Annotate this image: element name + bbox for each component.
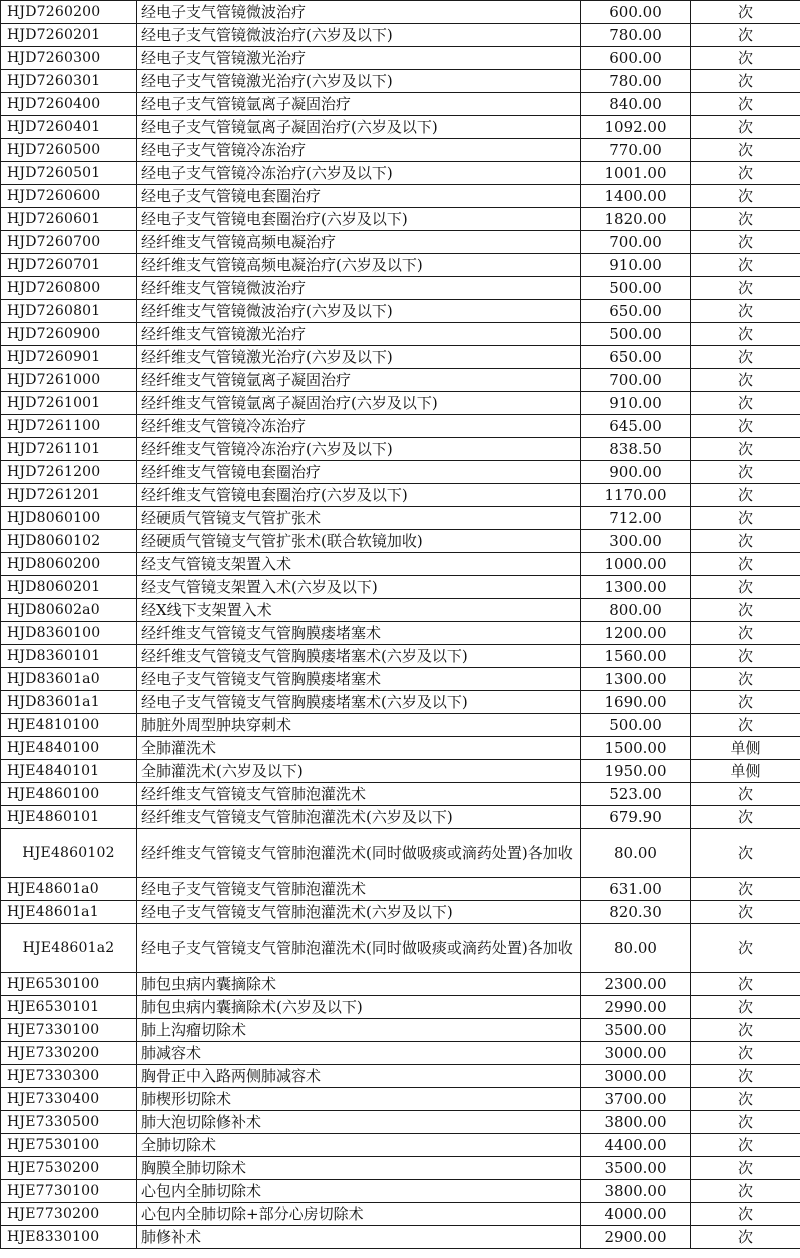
price-cell: 3000.00 — [581, 1042, 691, 1065]
item-code-cell: HJD8360100 — [1, 622, 137, 645]
unit-cell: 次 — [691, 1134, 800, 1157]
table-row — [1, 1019, 800, 1042]
table-row — [1, 300, 800, 323]
unit-cell: 次 — [691, 438, 800, 461]
table-row — [1, 806, 800, 829]
item-code-cell: HJE7730200 — [1, 1203, 137, 1226]
unit-cell: 次 — [691, 369, 800, 392]
table-row — [1, 369, 800, 392]
price-cell: 300.00 — [581, 530, 691, 553]
unit-cell: 次 — [691, 1019, 800, 1042]
price-cell: 3700.00 — [581, 1088, 691, 1111]
table-row — [1, 622, 800, 645]
table-row — [1, 783, 800, 806]
unit-cell: 次 — [691, 878, 800, 901]
price-cell: 838.50 — [581, 438, 691, 461]
table-row — [1, 924, 800, 973]
price-cell: 650.00 — [581, 346, 691, 369]
unit-cell: 次 — [691, 1111, 800, 1134]
table-row — [1, 645, 800, 668]
table-row — [1, 530, 800, 553]
price-cell: 500.00 — [581, 714, 691, 737]
price-cell: 1170.00 — [581, 484, 691, 507]
item-code-cell: HJD7261001 — [1, 392, 137, 415]
item-code-cell: HJD7260501 — [1, 162, 137, 185]
table-row — [1, 231, 800, 254]
item-name-cell: 肺上沟瘤切除术 — [137, 1019, 581, 1042]
item-code-cell: HJD7260600 — [1, 185, 137, 208]
price-cell: 523.00 — [581, 783, 691, 806]
unit-cell: 次 — [691, 346, 800, 369]
price-cell: 1200.00 — [581, 622, 691, 645]
item-code-cell: HJD7260301 — [1, 70, 137, 93]
table-row — [1, 973, 800, 996]
table-row — [1, 254, 800, 277]
item-code-cell: HJE48601a2 — [1, 924, 137, 973]
item-code-cell: HJD8060201 — [1, 576, 137, 599]
unit-cell: 次 — [691, 323, 800, 346]
item-code-cell: HJD7260901 — [1, 346, 137, 369]
item-code-cell: HJE4860101 — [1, 806, 137, 829]
item-code-cell: HJD83601a1 — [1, 691, 137, 714]
unit-cell: 次 — [691, 576, 800, 599]
unit-cell: 次 — [691, 208, 800, 231]
item-name-cell: 经纤维支气管镜支气管胸膜瘘堵塞术 — [137, 622, 581, 645]
unit-cell: 次 — [691, 116, 800, 139]
item-code-cell: HJE48601a0 — [1, 878, 137, 901]
item-code-cell: HJD8060100 — [1, 507, 137, 530]
price-cell: 1000.00 — [581, 553, 691, 576]
price-cell: 600.00 — [581, 47, 691, 70]
item-name-cell: 经电子支气管镜微波治疗(六岁及以下) — [137, 24, 581, 47]
unit-cell: 次 — [691, 277, 800, 300]
item-name-cell: 全肺灌洗术(六岁及以下) — [137, 760, 581, 783]
item-code-cell: HJD7260201 — [1, 24, 137, 47]
item-name-cell: 经电子支气管镜支气管肺泡灌洗术(同时做吸痰或滴药处置)各加收 — [137, 924, 581, 973]
unit-cell: 次 — [691, 1180, 800, 1203]
item-code-cell: HJE4840101 — [1, 760, 137, 783]
price-cell: 800.00 — [581, 599, 691, 622]
unit-cell: 次 — [691, 1065, 800, 1088]
price-cell: 4000.00 — [581, 1203, 691, 1226]
unit-cell: 次 — [691, 668, 800, 691]
item-code-cell: HJD7260400 — [1, 93, 137, 116]
table-row — [1, 1065, 800, 1088]
table-row — [1, 415, 800, 438]
price-cell: 3800.00 — [581, 1180, 691, 1203]
item-name-cell: 经电子支气管镜冷冻治疗(六岁及以下) — [137, 162, 581, 185]
table-row — [1, 461, 800, 484]
item-name-cell: 经纤维支气管镜电套圈治疗(六岁及以下) — [137, 484, 581, 507]
price-cell: 679.90 — [581, 806, 691, 829]
table-row — [1, 829, 800, 878]
price-cell: 700.00 — [581, 369, 691, 392]
table-row — [1, 1203, 800, 1226]
unit-cell: 单侧 — [691, 760, 800, 783]
item-name-cell: 经纤维支气管镜氩离子凝固治疗(六岁及以下) — [137, 392, 581, 415]
item-name-cell: 肺楔形切除术 — [137, 1088, 581, 1111]
unit-cell: 次 — [691, 783, 800, 806]
table-row — [1, 162, 800, 185]
item-name-cell: 经纤维支气管镜激光治疗(六岁及以下) — [137, 346, 581, 369]
item-name-cell: 经纤维支气管镜支气管胸膜瘘堵塞术(六岁及以下) — [137, 645, 581, 668]
unit-cell: 次 — [691, 714, 800, 737]
item-name-cell: 肺减容术 — [137, 1042, 581, 1065]
item-code-cell: HJE7330200 — [1, 1042, 137, 1065]
item-name-cell: 经支气管镜支架置入术(六岁及以下) — [137, 576, 581, 599]
table-row — [1, 139, 800, 162]
unit-cell: 次 — [691, 1226, 800, 1249]
price-cell: 2300.00 — [581, 973, 691, 996]
price-cell: 780.00 — [581, 24, 691, 47]
unit-cell: 次 — [691, 1088, 800, 1111]
unit-cell: 次 — [691, 507, 800, 530]
item-code-cell: HJD7260500 — [1, 139, 137, 162]
item-code-cell: HJD7260800 — [1, 277, 137, 300]
table-row — [1, 277, 800, 300]
price-cell: 712.00 — [581, 507, 691, 530]
price-cell: 1300.00 — [581, 668, 691, 691]
unit-cell: 次 — [691, 599, 800, 622]
unit-cell: 次 — [691, 622, 800, 645]
price-cell: 770.00 — [581, 139, 691, 162]
item-code-cell: HJD8060200 — [1, 553, 137, 576]
price-cell: 1400.00 — [581, 185, 691, 208]
price-cell: 2990.00 — [581, 996, 691, 1019]
item-name-cell: 经电子支气管镜支气管肺泡灌洗术 — [137, 878, 581, 901]
unit-cell: 次 — [691, 691, 800, 714]
table-row — [1, 901, 800, 924]
item-code-cell: HJE7330300 — [1, 1065, 137, 1088]
price-cell: 500.00 — [581, 323, 691, 346]
table-row — [1, 576, 800, 599]
item-code-cell: HJD7261200 — [1, 461, 137, 484]
table-row — [1, 323, 800, 346]
table-row — [1, 737, 800, 760]
unit-cell: 次 — [691, 162, 800, 185]
table-row — [1, 484, 800, 507]
unit-cell: 次 — [691, 392, 800, 415]
table-row — [1, 1157, 800, 1180]
item-code-cell: HJE7530200 — [1, 1157, 137, 1180]
item-name-cell: 全肺切除术 — [137, 1134, 581, 1157]
table-row — [1, 346, 800, 369]
table-row — [1, 1180, 800, 1203]
item-code-cell: HJE8330100 — [1, 1226, 137, 1249]
table-row — [1, 1042, 800, 1065]
item-name-cell: 经纤维支气管镜氩离子凝固治疗 — [137, 369, 581, 392]
item-name-cell: 经支气管镜支架置入术 — [137, 553, 581, 576]
item-name-cell: 经纤维支气管镜支气管肺泡灌洗术 — [137, 783, 581, 806]
item-name-cell: 肺包虫病内囊摘除术 — [137, 973, 581, 996]
table-row — [1, 1088, 800, 1111]
unit-cell: 次 — [691, 254, 800, 277]
item-name-cell: 肺包虫病内囊摘除术(六岁及以下) — [137, 996, 581, 1019]
table-row — [1, 438, 800, 461]
price-cell: 1092.00 — [581, 116, 691, 139]
item-code-cell: HJD7260300 — [1, 47, 137, 70]
price-cell: 700.00 — [581, 231, 691, 254]
unit-cell: 次 — [691, 139, 800, 162]
unit-cell: 次 — [691, 996, 800, 1019]
table-row — [1, 691, 800, 714]
price-cell: 3000.00 — [581, 1065, 691, 1088]
item-name-cell: 经纤维支气管镜支气管肺泡灌洗术(同时做吸痰或滴药处置)各加收 — [137, 829, 581, 878]
table-row — [1, 507, 800, 530]
table-row — [1, 996, 800, 1019]
table-row — [1, 70, 800, 93]
item-code-cell: HJE4840100 — [1, 737, 137, 760]
table-row — [1, 599, 800, 622]
item-name-cell: 经纤维支气管镜高频电凝治疗(六岁及以下) — [137, 254, 581, 277]
price-cell: 80.00 — [581, 829, 691, 878]
item-code-cell: HJD7260701 — [1, 254, 137, 277]
item-name-cell: 经电子支气管镜氩离子凝固治疗(六岁及以下) — [137, 116, 581, 139]
unit-cell: 次 — [691, 93, 800, 116]
item-name-cell: 胸膜全肺切除术 — [137, 1157, 581, 1180]
price-table-body — [1, 1, 800, 1249]
item-code-cell: HJE4860102 — [1, 829, 137, 878]
item-name-cell: 肺大泡切除修补术 — [137, 1111, 581, 1134]
price-cell: 780.00 — [581, 70, 691, 93]
price-cell: 1500.00 — [581, 737, 691, 760]
table-row — [1, 185, 800, 208]
item-code-cell: HJE7330100 — [1, 1019, 137, 1042]
item-code-cell: HJD83601a0 — [1, 668, 137, 691]
price-cell: 600.00 — [581, 1, 691, 24]
item-name-cell: 经电子支气管镜支气管胸膜瘘堵塞术(六岁及以下) — [137, 691, 581, 714]
unit-cell: 次 — [691, 645, 800, 668]
unit-cell: 次 — [691, 185, 800, 208]
item-code-cell: HJD80602a0 — [1, 599, 137, 622]
item-name-cell: 胸骨正中入路两侧肺减容术 — [137, 1065, 581, 1088]
item-name-cell: 经电子支气管镜支气管胸膜瘘堵塞术 — [137, 668, 581, 691]
unit-cell: 次 — [691, 973, 800, 996]
price-cell: 500.00 — [581, 277, 691, 300]
table-row — [1, 760, 800, 783]
item-name-cell: 经电子支气管镜氩离子凝固治疗 — [137, 93, 581, 116]
item-code-cell: HJE6530101 — [1, 996, 137, 1019]
unit-cell: 次 — [691, 70, 800, 93]
unit-cell: 次 — [691, 1042, 800, 1065]
unit-cell: 单侧 — [691, 737, 800, 760]
item-name-cell: 经电子支气管镜激光治疗 — [137, 47, 581, 70]
price-cell: 4400.00 — [581, 1134, 691, 1157]
item-name-cell: 经纤维支气管镜电套圈治疗 — [137, 461, 581, 484]
item-code-cell: HJD7260801 — [1, 300, 137, 323]
item-name-cell: 经纤维支气管镜支气管肺泡灌洗术(六岁及以下) — [137, 806, 581, 829]
item-name-cell: 经电子支气管镜微波治疗 — [137, 1, 581, 24]
item-code-cell: HJE48601a1 — [1, 901, 137, 924]
item-code-cell: HJE7330500 — [1, 1111, 137, 1134]
item-code-cell: HJE7330400 — [1, 1088, 137, 1111]
table-row — [1, 1111, 800, 1134]
unit-cell: 次 — [691, 553, 800, 576]
item-code-cell: HJD7261201 — [1, 484, 137, 507]
table-row — [1, 208, 800, 231]
price-cell: 650.00 — [581, 300, 691, 323]
table-row — [1, 24, 800, 47]
price-cell: 1001.00 — [581, 162, 691, 185]
item-name-cell: 肺修补术 — [137, 1226, 581, 1249]
unit-cell: 次 — [691, 806, 800, 829]
price-cell: 645.00 — [581, 415, 691, 438]
item-name-cell: 经纤维支气管镜冷冻治疗(六岁及以下) — [137, 438, 581, 461]
unit-cell: 次 — [691, 1, 800, 24]
unit-cell: 次 — [691, 300, 800, 323]
table-row — [1, 93, 800, 116]
price-cell: 3500.00 — [581, 1157, 691, 1180]
price-cell: 910.00 — [581, 254, 691, 277]
unit-cell: 次 — [691, 484, 800, 507]
item-code-cell: HJE4810100 — [1, 714, 137, 737]
table-row — [1, 1226, 800, 1249]
unit-cell: 次 — [691, 530, 800, 553]
price-cell: 1950.00 — [581, 760, 691, 783]
item-code-cell: HJE7730100 — [1, 1180, 137, 1203]
item-code-cell: HJD8060102 — [1, 530, 137, 553]
price-cell: 631.00 — [581, 878, 691, 901]
item-name-cell: 心包内全肺切除术 — [137, 1180, 581, 1203]
price-cell: 820.30 — [581, 901, 691, 924]
item-code-cell: HJD7261101 — [1, 438, 137, 461]
item-name-cell: 经电子支气管镜电套圈治疗 — [137, 185, 581, 208]
unit-cell: 次 — [691, 1157, 800, 1180]
unit-cell: 次 — [691, 47, 800, 70]
item-code-cell: HJE7530100 — [1, 1134, 137, 1157]
item-name-cell: 心包内全肺切除+部分心房切除术 — [137, 1203, 581, 1226]
item-name-cell: 经电子支气管镜冷冻治疗 — [137, 139, 581, 162]
item-name-cell: 经电子支气管镜电套圈治疗(六岁及以下) — [137, 208, 581, 231]
price-cell: 900.00 — [581, 461, 691, 484]
item-code-cell: HJD7260601 — [1, 208, 137, 231]
price-cell: 1820.00 — [581, 208, 691, 231]
table-row — [1, 878, 800, 901]
table-row — [1, 116, 800, 139]
item-code-cell: HJD7260700 — [1, 231, 137, 254]
item-name-cell: 经硬质气管镜支气管扩张术 — [137, 507, 581, 530]
unit-cell: 次 — [691, 901, 800, 924]
item-code-cell: HJD8360101 — [1, 645, 137, 668]
item-code-cell: HJE6530100 — [1, 973, 137, 996]
table-row — [1, 1134, 800, 1157]
table-row — [1, 668, 800, 691]
unit-cell: 次 — [691, 924, 800, 973]
price-cell: 1560.00 — [581, 645, 691, 668]
item-name-cell: 经X线下支架置入术 — [137, 599, 581, 622]
unit-cell: 次 — [691, 24, 800, 47]
unit-cell: 次 — [691, 461, 800, 484]
table-row — [1, 714, 800, 737]
item-code-cell: HJE4860100 — [1, 783, 137, 806]
table-row — [1, 392, 800, 415]
item-name-cell: 经纤维支气管镜微波治疗 — [137, 277, 581, 300]
price-cell: 3800.00 — [581, 1111, 691, 1134]
item-code-cell: HJD7260200 — [1, 1, 137, 24]
unit-cell: 次 — [691, 1203, 800, 1226]
price-cell: 3500.00 — [581, 1019, 691, 1042]
item-code-cell: HJD7261100 — [1, 415, 137, 438]
price-cell: 840.00 — [581, 93, 691, 116]
item-name-cell: 经电子支气管镜支气管肺泡灌洗术(六岁及以下) — [137, 901, 581, 924]
item-code-cell: HJD7260401 — [1, 116, 137, 139]
table-row — [1, 47, 800, 70]
item-name-cell: 经纤维支气管镜激光治疗 — [137, 323, 581, 346]
price-cell: 910.00 — [581, 392, 691, 415]
item-name-cell: 经纤维支气管镜高频电凝治疗 — [137, 231, 581, 254]
unit-cell: 次 — [691, 231, 800, 254]
item-name-cell: 肺脏外周型肿块穿刺术 — [137, 714, 581, 737]
item-name-cell: 经纤维支气管镜微波治疗(六岁及以下) — [137, 300, 581, 323]
price-cell: 1690.00 — [581, 691, 691, 714]
table-row — [1, 553, 800, 576]
item-name-cell: 经纤维支气管镜冷冻治疗 — [137, 415, 581, 438]
item-name-cell: 经硬质气管镜支气管扩张术(联合软镜加收) — [137, 530, 581, 553]
price-cell: 2900.00 — [581, 1226, 691, 1249]
item-name-cell: 经电子支气管镜激光治疗(六岁及以下) — [137, 70, 581, 93]
price-cell: 1300.00 — [581, 576, 691, 599]
table-row — [1, 1, 800, 24]
item-name-cell: 全肺灌洗术 — [137, 737, 581, 760]
unit-cell: 次 — [691, 415, 800, 438]
item-code-cell: HJD7260900 — [1, 323, 137, 346]
item-code-cell: HJD7261000 — [1, 369, 137, 392]
price-cell: 80.00 — [581, 924, 691, 973]
unit-cell: 次 — [691, 829, 800, 878]
